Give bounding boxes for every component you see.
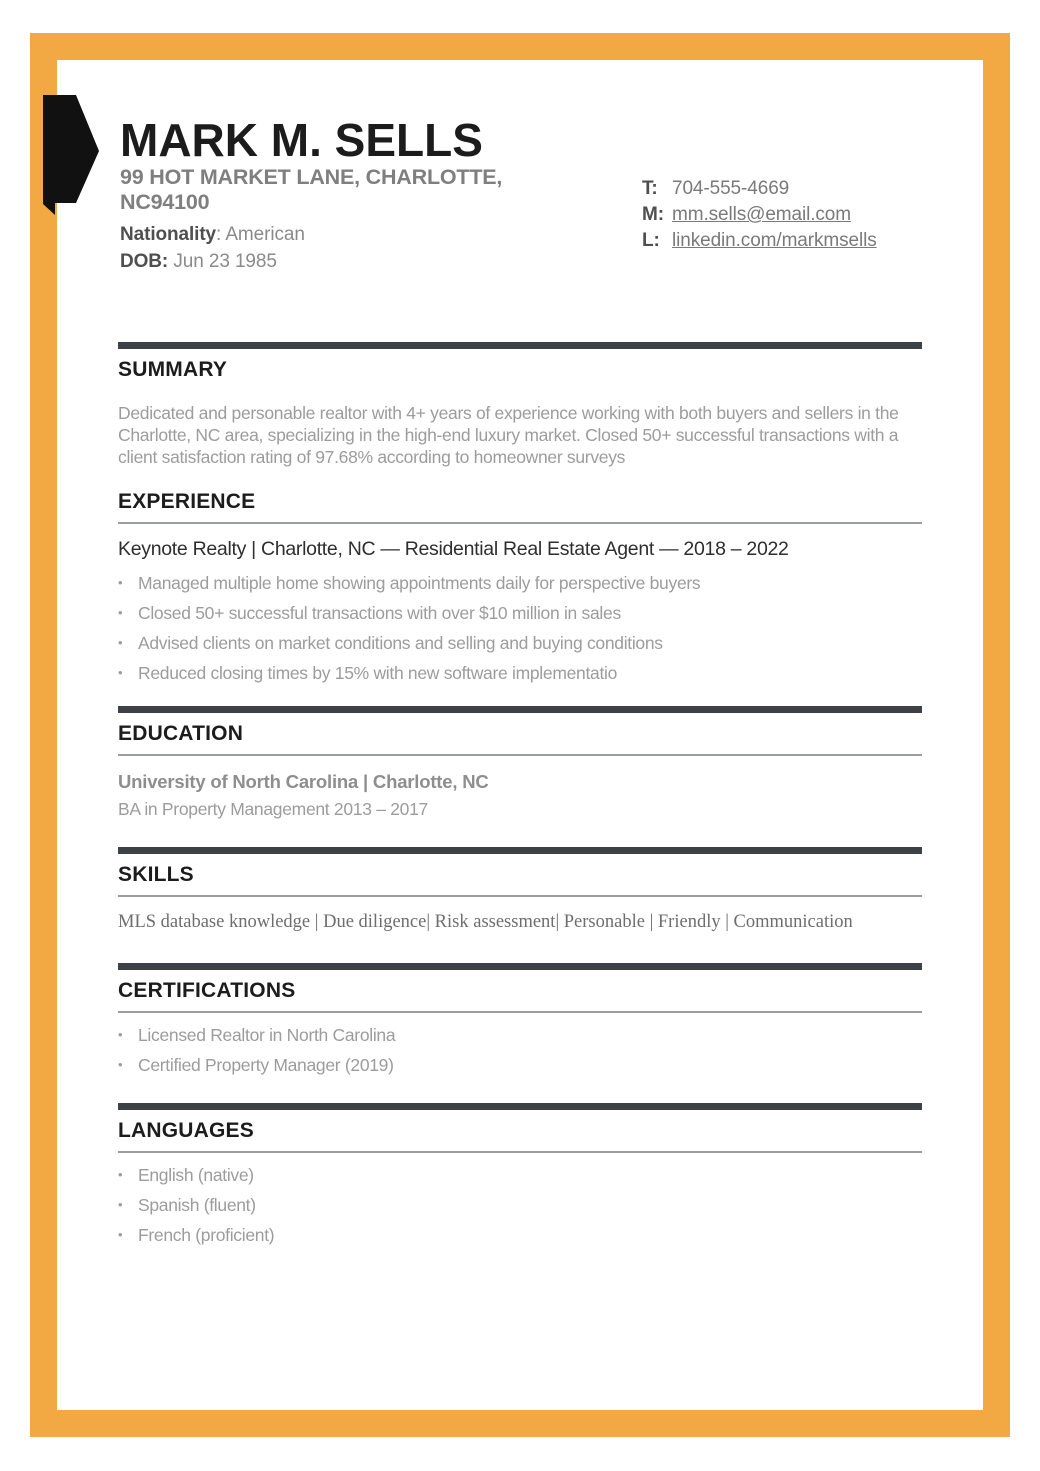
summary-text: Dedicated and personable realtor with 4+ years of experience working with both buyers and sellers in the Charlotte, NC area, specializing in the high-end luxury market. Closed 50+ successful transactions with a client satisfaction rating of 97.68% according to homeowner surveys: [118, 403, 899, 467]
bullet-dot-icon: •: [118, 665, 123, 680]
address-line-1: 99 HOT MARKET LANE, CHARLOTTE,: [120, 165, 503, 189]
language-bullet-text: French (proficient): [138, 1225, 275, 1245]
education-degree: BA in Property Management 2013 – 2017: [118, 799, 428, 819]
section-divider-bar: [118, 847, 922, 854]
experience-role-line: Keynote Realty | Charlotte, NC — Residential Real Estate Agent — 2018 – 2022: [118, 538, 789, 560]
heading-rule: [118, 522, 922, 524]
bullet-dot-icon: •: [118, 1057, 123, 1072]
bullet-dot-icon: •: [118, 575, 123, 590]
education-school: University of North Carolina | Charlotte, NC: [118, 771, 489, 792]
linkedin-link[interactable]: linkedin.com/markmsells: [672, 230, 877, 251]
bullet-dot-icon: •: [118, 1197, 123, 1212]
language-bullet: [118, 1194, 922, 1216]
heading-rule: [118, 1011, 922, 1013]
language-bullet-text: Spanish (fluent): [138, 1195, 256, 1215]
language-bullet: [118, 1164, 922, 1186]
certifications-heading: CERTIFICATIONS: [118, 979, 296, 1002]
summary-heading: SUMMARY: [118, 358, 228, 381]
contact-block: [642, 176, 877, 254]
bullet-dot-icon: •: [118, 605, 123, 620]
language-bullet-text: English (native): [138, 1165, 254, 1185]
linkedin-label: L:: [642, 230, 660, 251]
address: [120, 165, 540, 215]
nationality-label: Nationality: [120, 224, 217, 245]
experience-bullet-text: Reduced closing times by 15% with new software implementatio: [138, 663, 618, 683]
experience-bullet: [118, 572, 922, 594]
experience-bullet-list: [118, 572, 922, 684]
skills-heading: SKILLS: [118, 863, 194, 886]
experience-bullet-text: Managed multiple home showing appointments daily for perspective buyers: [138, 573, 701, 593]
person-name: MARK M. SELLS: [120, 114, 483, 166]
bio-block: [120, 221, 305, 275]
phone-value: 704-555-4669: [672, 178, 790, 199]
skills-list-text: MLS database knowledge | Due diligence| Risk assessment| Personable | Friendly | Communication: [118, 912, 853, 932]
email-link[interactable]: mm.sells@email.com: [672, 204, 852, 225]
nationality-value: : American: [216, 224, 305, 245]
section-divider-bar: [118, 1103, 922, 1110]
section-divider-bar: [118, 706, 922, 713]
experience-bullet-text: Closed 50+ successful transactions with over $10 million in sales: [138, 603, 621, 623]
bullet-dot-icon: •: [118, 635, 123, 650]
certifications-bullet-list: [118, 1024, 922, 1076]
language-bullet: [118, 1224, 922, 1246]
languages-heading: LANGUAGES: [118, 1119, 254, 1142]
bullet-dot-icon: •: [118, 1167, 123, 1182]
dob-line: [120, 248, 305, 275]
section-divider-bar: [118, 342, 922, 349]
experience-bullet: [118, 602, 922, 624]
heading-rule: [118, 1151, 922, 1153]
certification-bullet-text: Licensed Realtor in North Carolina: [138, 1025, 396, 1045]
experience-bullet: [118, 662, 922, 684]
dob-value: Jun 23 1985: [168, 251, 277, 272]
phone-label: T:: [642, 178, 658, 199]
bullet-dot-icon: •: [118, 1227, 123, 1242]
bookmark-ribbon-icon: [40, 92, 105, 218]
address-line-2: NC94100: [120, 190, 210, 214]
phone-row: [642, 176, 877, 202]
bullet-dot-icon: •: [118, 1027, 123, 1042]
education-heading: EDUCATION: [118, 722, 244, 745]
experience-heading: EXPERIENCE: [118, 490, 256, 513]
nationality-line: [120, 221, 305, 248]
certification-bullet: [118, 1024, 922, 1046]
email-row: [642, 202, 877, 228]
resume-body: [118, 342, 922, 1254]
section-divider-bar: [118, 963, 922, 970]
email-label: M:: [642, 204, 664, 225]
heading-rule: [118, 754, 922, 756]
experience-bullet-text: Advised clients on market conditions and selling and buying conditions: [138, 633, 663, 653]
linkedin-row: [642, 228, 877, 254]
experience-bullet: [118, 632, 922, 654]
languages-bullet-list: [118, 1164, 922, 1246]
certification-bullet: [118, 1054, 922, 1076]
certification-bullet-text: Certified Property Manager (2019): [138, 1055, 394, 1075]
dob-label: DOB:: [120, 251, 169, 272]
heading-rule: [118, 895, 922, 897]
